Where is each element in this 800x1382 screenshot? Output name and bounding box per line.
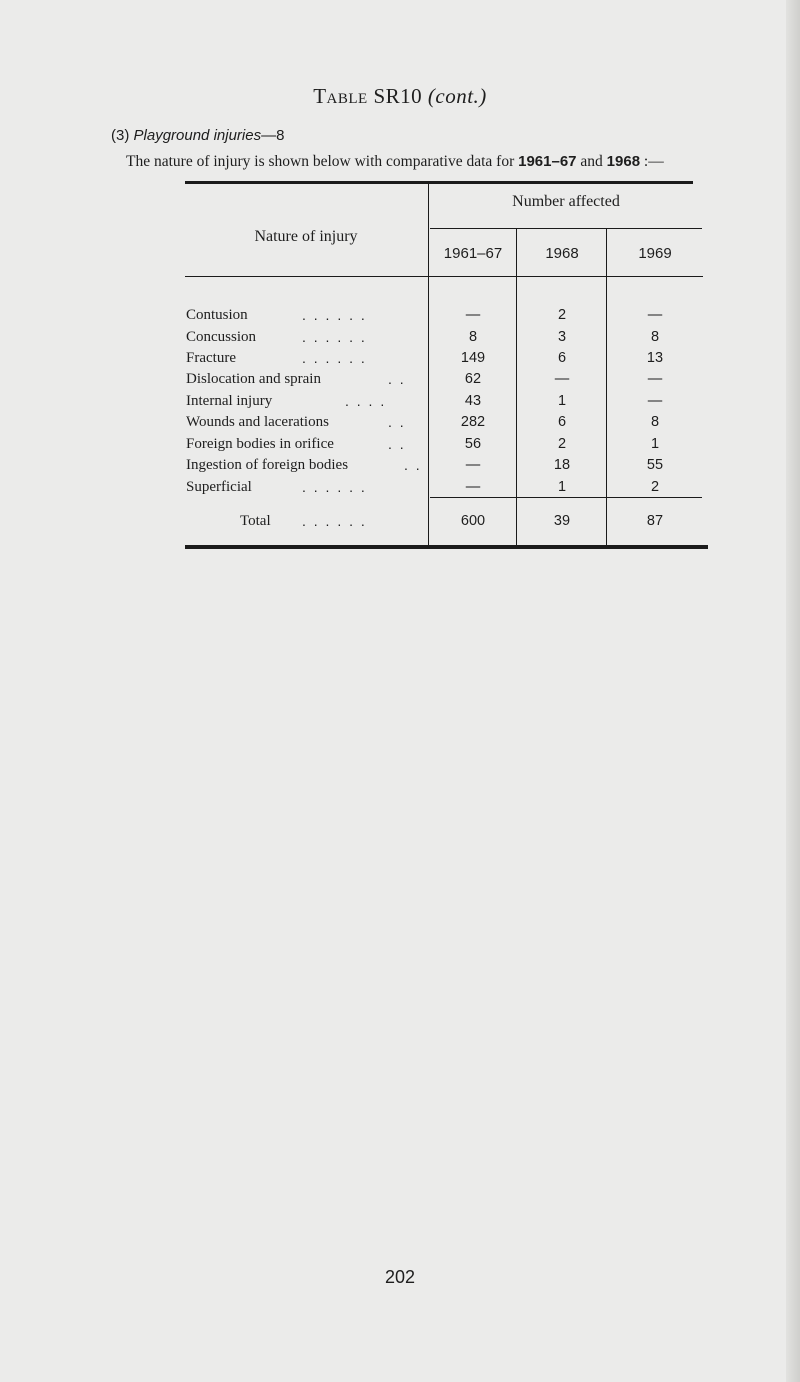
row-label: Contusion . . . . . .	[186, 307, 367, 323]
cell-value: —	[465, 307, 481, 323]
row-label: Superficial . . . . . .	[186, 479, 367, 495]
cell-value: —	[647, 307, 663, 323]
total-value: 600	[460, 513, 486, 529]
dot-leader: . . . . . .	[302, 329, 367, 345]
cell-value: 13	[646, 350, 664, 366]
row-label: Internal injury . . . .	[186, 393, 387, 409]
cell-value: 6	[557, 350, 567, 366]
cell-value: 1	[557, 479, 567, 495]
cell-value: 1	[650, 436, 660, 452]
cell-value: 55	[646, 457, 664, 473]
row-label: Foreign bodies in orifice . .	[186, 436, 406, 452]
cell-value: 6	[557, 414, 567, 430]
group-header: Number affected	[512, 193, 620, 210]
column-subheader-rule	[430, 228, 702, 229]
dot-leader: . .	[404, 457, 422, 473]
page-edge-shadow	[786, 0, 800, 1382]
dot-leader: . . . .	[345, 393, 387, 409]
cell-value: —	[465, 457, 481, 473]
page-number: 202	[384, 1267, 416, 1287]
cell-value: 8	[650, 329, 660, 345]
dot-leader: . . . . . .	[302, 350, 367, 366]
dot-leader: . .	[388, 436, 406, 452]
column-header: 1969	[638, 245, 672, 262]
column-header: 1961–67	[443, 245, 503, 262]
cell-value: —	[647, 393, 663, 409]
dot-leader: . .	[388, 371, 406, 387]
total-value: 39	[553, 513, 571, 529]
cell-value: 1	[557, 393, 567, 409]
cell-value: 2	[557, 436, 567, 452]
header-bottom-rule	[185, 276, 703, 277]
table-title: Table SR10 (cont.)	[313, 84, 487, 108]
cell-value: 56	[464, 436, 482, 452]
total-value: 87	[646, 513, 664, 529]
row-label: Wounds and lacerations . .	[186, 414, 406, 430]
cell-value: —	[465, 479, 481, 495]
cell-value: 8	[468, 329, 478, 345]
vertical-rule-3	[606, 228, 607, 549]
cell-value: 282	[460, 414, 486, 430]
cell-value: 149	[460, 350, 486, 366]
cell-value: —	[554, 371, 570, 387]
column-header: 1968	[545, 245, 579, 262]
dot-leader: . .	[388, 414, 406, 430]
cell-value: 62	[464, 371, 482, 387]
cell-value: —	[647, 371, 663, 387]
dot-leader: . . . . . .	[302, 513, 367, 529]
dot-leader: . . . . . .	[302, 479, 367, 495]
table-bottom-rule	[185, 545, 708, 549]
row-label: Ingestion of foreign bodies . .	[186, 457, 422, 473]
vertical-rule-1	[428, 181, 429, 549]
vertical-rule-2	[516, 228, 517, 549]
total-label: Total . . . . . .	[240, 513, 367, 529]
cell-value: 3	[557, 329, 567, 345]
total-top-rule	[430, 497, 702, 498]
row-label: Fracture . . . . . .	[186, 350, 367, 366]
row-label: Concussion . . . . . .	[186, 329, 367, 345]
section-subheading: (3) Playground injuries—8	[111, 127, 285, 144]
row-label: Dislocation and sprain . .	[186, 371, 406, 387]
table-top-rule	[185, 181, 693, 184]
intro-sentence: The nature of injury is shown below with comparative data for 1961–67 and 1968 :—	[126, 153, 664, 170]
cell-value: 2	[650, 479, 660, 495]
row-header: Nature of injury	[254, 228, 358, 245]
cell-value: 18	[553, 457, 571, 473]
dot-leader: . . . . . .	[302, 307, 367, 323]
cell-value: 2	[557, 307, 567, 323]
cell-value: 8	[650, 414, 660, 430]
cell-value: 43	[464, 393, 482, 409]
